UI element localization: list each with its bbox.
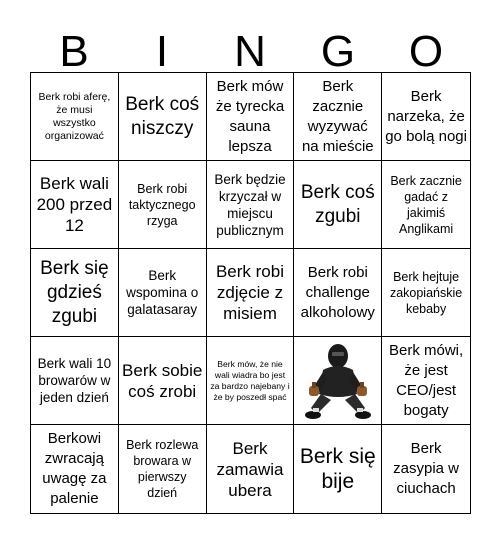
bingo-cell-25[interactable]: [382, 425, 470, 513]
cell-text: Berk sobie coś zrobi: [122, 360, 203, 401]
cell-text: Berk się bije: [299, 445, 376, 493]
bingo-cell-6[interactable]: [31, 161, 119, 249]
crouching-man-icon: [295, 338, 381, 424]
cell-text: Berk zamawia ubera: [216, 438, 284, 500]
header-letter-o: O: [408, 27, 444, 76]
bingo-cell-21[interactable]: [31, 425, 119, 513]
cell-text: Berk hejtuje zakopiańskie kebaby: [389, 269, 463, 316]
cell-text: Berkowi zwracają uwagę za palenie: [42, 430, 107, 507]
cell-text: Berk coś niszczy: [125, 93, 200, 139]
bingo-cell-22[interactable]: [119, 425, 207, 513]
bingo-cell-18[interactable]: [207, 337, 295, 425]
bingo-cell-15[interactable]: [382, 249, 470, 337]
cell-text: Berk wali 200 przed 12: [36, 174, 113, 235]
bingo-cell-4[interactable]: [294, 73, 382, 161]
cell-text: Berk rozlewa browara w pierwszy dzień: [126, 438, 199, 500]
bingo-cell-14[interactable]: [294, 249, 382, 337]
cell-text: Berk się gdzieś zgubi: [40, 257, 109, 327]
cell-text: Berk zasypia w ciuchach: [393, 440, 460, 497]
bingo-cell-7[interactable]: [119, 161, 207, 249]
cell-text: Berk robi challenge alkoholowy: [300, 263, 375, 321]
bingo-cell-16[interactable]: [31, 337, 119, 425]
bingo-cell-5[interactable]: [382, 73, 470, 161]
cell-text: Berk coś zgubi: [300, 181, 375, 227]
cell-text: Berk robi zdjęcie z misiem: [215, 262, 284, 323]
bingo-cell-23[interactable]: [207, 425, 295, 513]
header-letter-b: B: [59, 27, 89, 76]
cell-text: Berk mówi, że jest CEO/jest bogaty: [389, 341, 464, 419]
header-letter-g: G: [320, 27, 356, 76]
cell-text: Berk będzie krzyczał w miejscu publicznym: [214, 171, 286, 238]
cell-text: Berk wspomina o galatasaray: [126, 268, 199, 317]
bingo-cell-2[interactable]: [119, 73, 207, 161]
header-letter-n: N: [234, 27, 266, 76]
bingo-cell-17[interactable]: [119, 337, 207, 425]
cell-text: Berk robi aferę, że musi wszystko organizować: [38, 90, 111, 142]
bingo-cell-10[interactable]: [382, 161, 470, 249]
bingo-cell-9[interactable]: [294, 161, 382, 249]
bingo-cell-12[interactable]: [119, 249, 207, 337]
cell-text: Berk mów, że nie wali wiadra bo jest za bardzo najebany i że by poszedł spać: [210, 358, 290, 402]
bingo-cell-3[interactable]: [207, 73, 295, 161]
bingo-cell-1[interactable]: [31, 73, 119, 161]
cell-text: Berk zacznie gadać z jakimiś Anglikami: [390, 173, 462, 236]
bingo-grid: [30, 72, 471, 514]
bingo-cell-24[interactable]: [294, 425, 382, 513]
cell-text: Berk robi taktycznego rzyga: [128, 181, 196, 228]
cell-text: Berk wali 10 browarów w jeden dzień: [37, 356, 112, 405]
bingo-cell-20[interactable]: [382, 337, 470, 425]
cell-text: Berk zacznie wyzywać na mieście: [301, 77, 374, 155]
bingo-free-space[interactable]: [294, 337, 382, 425]
bingo-cell-13[interactable]: [207, 249, 295, 337]
bingo-cell-11[interactable]: [31, 249, 119, 337]
cell-text: Berk mów że tyrecka sauna lepsza: [215, 77, 285, 155]
bingo-cell-8[interactable]: [207, 161, 295, 249]
header-letter-i: I: [155, 27, 169, 76]
cell-text: Berk narzeka, że go bolą nogi: [385, 87, 467, 145]
